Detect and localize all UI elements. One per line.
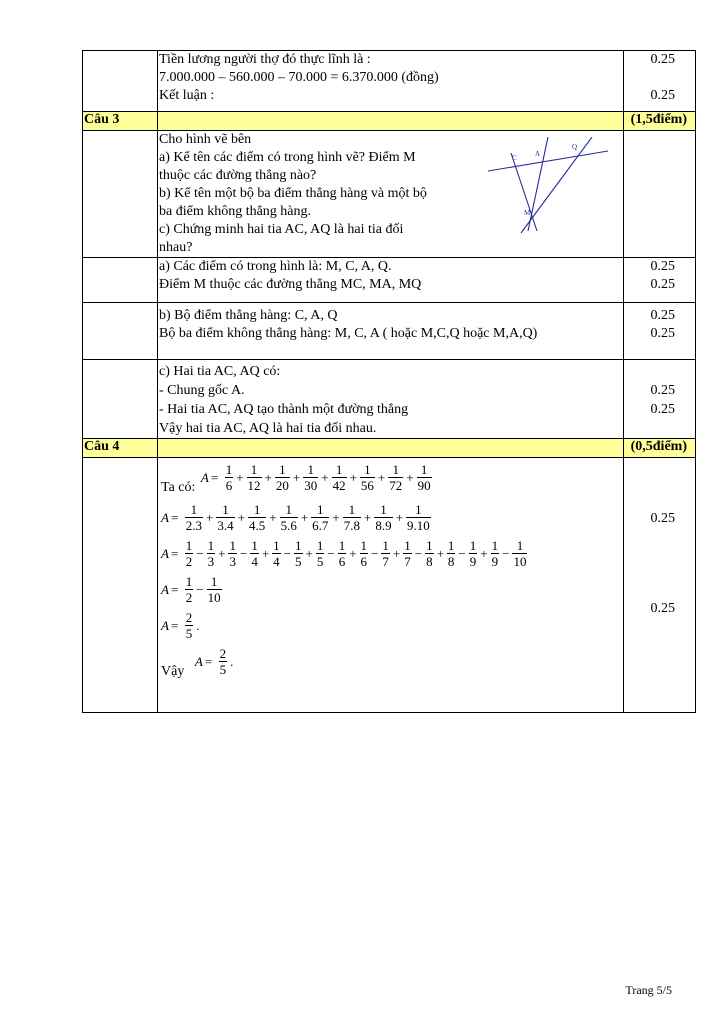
q3-part-b	[158, 303, 624, 360]
operator: +	[236, 469, 244, 485]
fraction: $\frac{1}{8}$	[426, 538, 433, 569]
fraction: $\frac{1}{6}$	[338, 538, 346, 569]
q4-solution	[158, 458, 624, 713]
operator: +	[332, 509, 340, 525]
q3-prompt-line: nhau?	[159, 240, 193, 255]
answer-line: Vậy hai tia AC, AQ là hai tia đối nhau.	[159, 421, 377, 436]
operator: +	[292, 469, 301, 485]
q3-part-c	[158, 360, 624, 439]
q3-prompt-line: thuộc các đường thẳng nào?	[159, 168, 317, 183]
salary-line-1: Tiền lương người thợ đó thực lĩnh là :	[159, 52, 371, 67]
operator: +	[218, 545, 226, 561]
math-row-3	[158, 538, 623, 574]
fraction: $\frac{1}{7.8}$	[343, 502, 361, 533]
score: 0.25	[650, 259, 675, 274]
operator: +	[377, 469, 386, 485]
q3-prompt	[158, 131, 624, 258]
operator: −	[196, 581, 204, 597]
var-a: A	[161, 581, 169, 597]
fraction: $\frac{1}{5}$	[295, 538, 302, 569]
operator: +	[364, 509, 372, 525]
math-row-4	[158, 574, 623, 610]
q3-prompt-line: ba điểm không thẳng hàng.	[159, 204, 312, 219]
var-a: A	[194, 653, 203, 669]
salary-line-2: 7.000.000 – 560.000 – 70.000 = 6.370.000 (đồng)	[159, 70, 439, 85]
fraction: $\frac{1}{2}$	[185, 538, 193, 569]
fraction: $\frac{1}{3}$	[229, 538, 236, 569]
fraction: $\frac{1}{4}$	[273, 538, 280, 569]
equals-sign: =	[170, 617, 179, 633]
fraction-sum-1	[223, 462, 434, 493]
operator: +	[436, 545, 444, 561]
fraction: $\frac{1}{90}$	[417, 462, 431, 493]
operator: −	[283, 545, 292, 561]
q3-header	[83, 112, 696, 131]
equals-sign: =	[210, 469, 219, 485]
salary-content	[158, 51, 624, 112]
operator: +	[300, 509, 309, 525]
fraction: $\frac{1}{20}$	[275, 462, 289, 493]
operator: −	[502, 545, 510, 561]
salary-scores	[624, 51, 696, 112]
point-label-m: M	[524, 209, 531, 217]
answer-line: Bộ ba điểm không thẳng hàng: M, C, A ( hoặc M,C,Q hoặc M,A,Q)	[159, 326, 538, 341]
operator: −	[371, 545, 379, 561]
score: 0.25	[650, 52, 675, 67]
fraction: $\frac{1}{3}$	[207, 538, 215, 569]
q3-part-b-row	[83, 303, 696, 360]
q4-body-row	[83, 458, 696, 713]
fraction: $\frac{1}{8}$	[447, 538, 455, 569]
var-a: A	[161, 617, 169, 633]
equals-sign: =	[170, 581, 179, 597]
fraction: $\frac{1}{6.7}$	[312, 502, 329, 533]
page-number: Trang 5/5	[625, 983, 672, 997]
salary-row	[83, 51, 696, 112]
fraction: $\frac{1}{30}$	[304, 462, 318, 493]
fraction: $\frac{1}{9}$	[491, 538, 499, 569]
q4-points: (0,5điểm)	[624, 439, 696, 458]
score: 0.25	[650, 511, 675, 526]
fraction: $\frac{1}{3.4}$	[217, 502, 234, 533]
q3-points: (1,5điểm)	[624, 112, 696, 131]
operator: +	[349, 469, 357, 485]
q3-label: Câu 3	[83, 112, 158, 131]
operator: +	[264, 469, 272, 485]
fraction: $\frac{1}{56}$	[360, 462, 374, 493]
var-a: A	[161, 509, 169, 525]
operator: +	[349, 545, 357, 561]
fraction-sum-2	[183, 502, 433, 533]
operator: −	[458, 545, 466, 561]
fraction: $\frac{1}{12}$	[247, 462, 261, 493]
q3-prompt-line: Cho hình vẽ bên	[159, 132, 252, 147]
var-a: A	[161, 545, 169, 561]
simplified-difference	[183, 574, 224, 605]
operator: +	[206, 509, 214, 525]
conclusion-text: Vậy	[161, 663, 185, 679]
math-row-6	[158, 646, 623, 686]
fraction: $\frac{1}{7}$	[404, 538, 411, 569]
line-cq	[488, 151, 608, 171]
answer-line: a) Các điểm có trong hình là: M, C, A, Q.	[159, 259, 392, 274]
fraction: $\frac{1}{4}$	[251, 538, 258, 569]
operator: +	[392, 545, 401, 561]
score: 0.25	[650, 88, 675, 103]
equals-sign: =	[204, 653, 213, 669]
fraction: $\frac{1}{72}$	[389, 462, 403, 493]
math-row-5	[158, 610, 623, 646]
fraction: $\frac{2}{5}$	[185, 610, 193, 641]
telescoping-sum	[183, 538, 530, 569]
answer-table	[82, 50, 696, 713]
operator: −	[196, 545, 204, 561]
fraction: $\frac{2}{5}$	[219, 646, 227, 677]
var-a: A	[200, 469, 209, 485]
point-label-c: C	[512, 154, 517, 162]
q4-label: Câu 4	[83, 439, 158, 458]
operator: +	[261, 545, 270, 561]
score: 0.25	[650, 277, 675, 292]
fraction: $\frac{1}{10}$	[207, 574, 221, 605]
q3-prompt-line: b) Kể tên một bộ ba điểm thẳng hàng và một bộ	[159, 186, 427, 201]
operator: +	[237, 509, 245, 525]
operator: −	[327, 545, 335, 561]
answer-line: Điểm M thuộc các đường thẳng MC, MA, MQ	[159, 277, 422, 292]
operator: +	[305, 545, 313, 561]
q4-header	[83, 439, 696, 458]
q3-prompt-row	[83, 131, 696, 258]
fraction: $\frac{1}{6}$	[225, 462, 233, 493]
answer-line: - Chung gốc A.	[159, 383, 245, 398]
operator: +	[269, 509, 277, 525]
period: .	[230, 653, 234, 669]
line-mq	[521, 137, 592, 233]
score: 0.25	[650, 402, 675, 417]
operator: +	[480, 545, 488, 561]
q3-prompt-line: c) Chứng minh hai tia AC, AQ là hai tia đối	[159, 222, 404, 237]
math-row-1	[158, 462, 623, 502]
answer-line: - Hai tia AC, AQ tạo thành một đường thẳng	[159, 402, 409, 417]
score: 0.25	[650, 383, 675, 398]
fraction: $\frac{1}{5}$	[316, 538, 324, 569]
score: 0.25	[650, 601, 675, 616]
fraction: $\frac{1}{2.3}$	[185, 502, 203, 533]
period: .	[196, 617, 200, 633]
geometry-figure	[484, 137, 614, 237]
fraction: $\frac{1}{10}$	[513, 538, 527, 569]
fraction: $\frac{1}{4.5}$	[248, 502, 266, 533]
equals-sign: =	[170, 509, 179, 525]
q3-part-a	[158, 258, 624, 303]
q3-part-c-row	[83, 360, 696, 439]
score: 0.25	[650, 326, 675, 341]
answer-line: b) Bộ điểm thẳng hàng: C, A, Q	[159, 308, 338, 323]
fraction: $\frac{1}{6}$	[360, 538, 368, 569]
fraction: $\frac{1}{9.10}$	[406, 502, 430, 533]
fraction: $\frac{1}{2}$	[185, 574, 193, 605]
q3-prompt-line: a) Kể tên các điểm có trong hình vẽ? Điểm M	[159, 150, 416, 165]
equals-sign: =	[170, 545, 179, 561]
operator: +	[321, 469, 329, 485]
math-row-2	[158, 502, 623, 538]
fraction: $\frac{1}{5.6}$	[280, 502, 297, 533]
operator: −	[239, 545, 248, 561]
fraction: $\frac{1}{7}$	[382, 538, 389, 569]
operator: −	[414, 545, 423, 561]
operator: +	[395, 509, 403, 525]
operator: +	[406, 469, 414, 485]
fraction: $\frac{1}{42}$	[332, 462, 346, 493]
intro-text: Ta có:	[161, 479, 196, 495]
score: 0.25	[650, 308, 675, 323]
answer-line: c) Hai tia AC, AQ có:	[159, 364, 281, 379]
fraction: $\frac{1}{9}$	[469, 538, 477, 569]
q3-part-a-row	[83, 258, 696, 303]
fraction: $\frac{1}{8.9}$	[375, 502, 392, 533]
point-label-q: Q	[572, 143, 578, 151]
point-label-a: A	[535, 150, 541, 158]
salary-line-3: Kết luận :	[159, 88, 215, 103]
